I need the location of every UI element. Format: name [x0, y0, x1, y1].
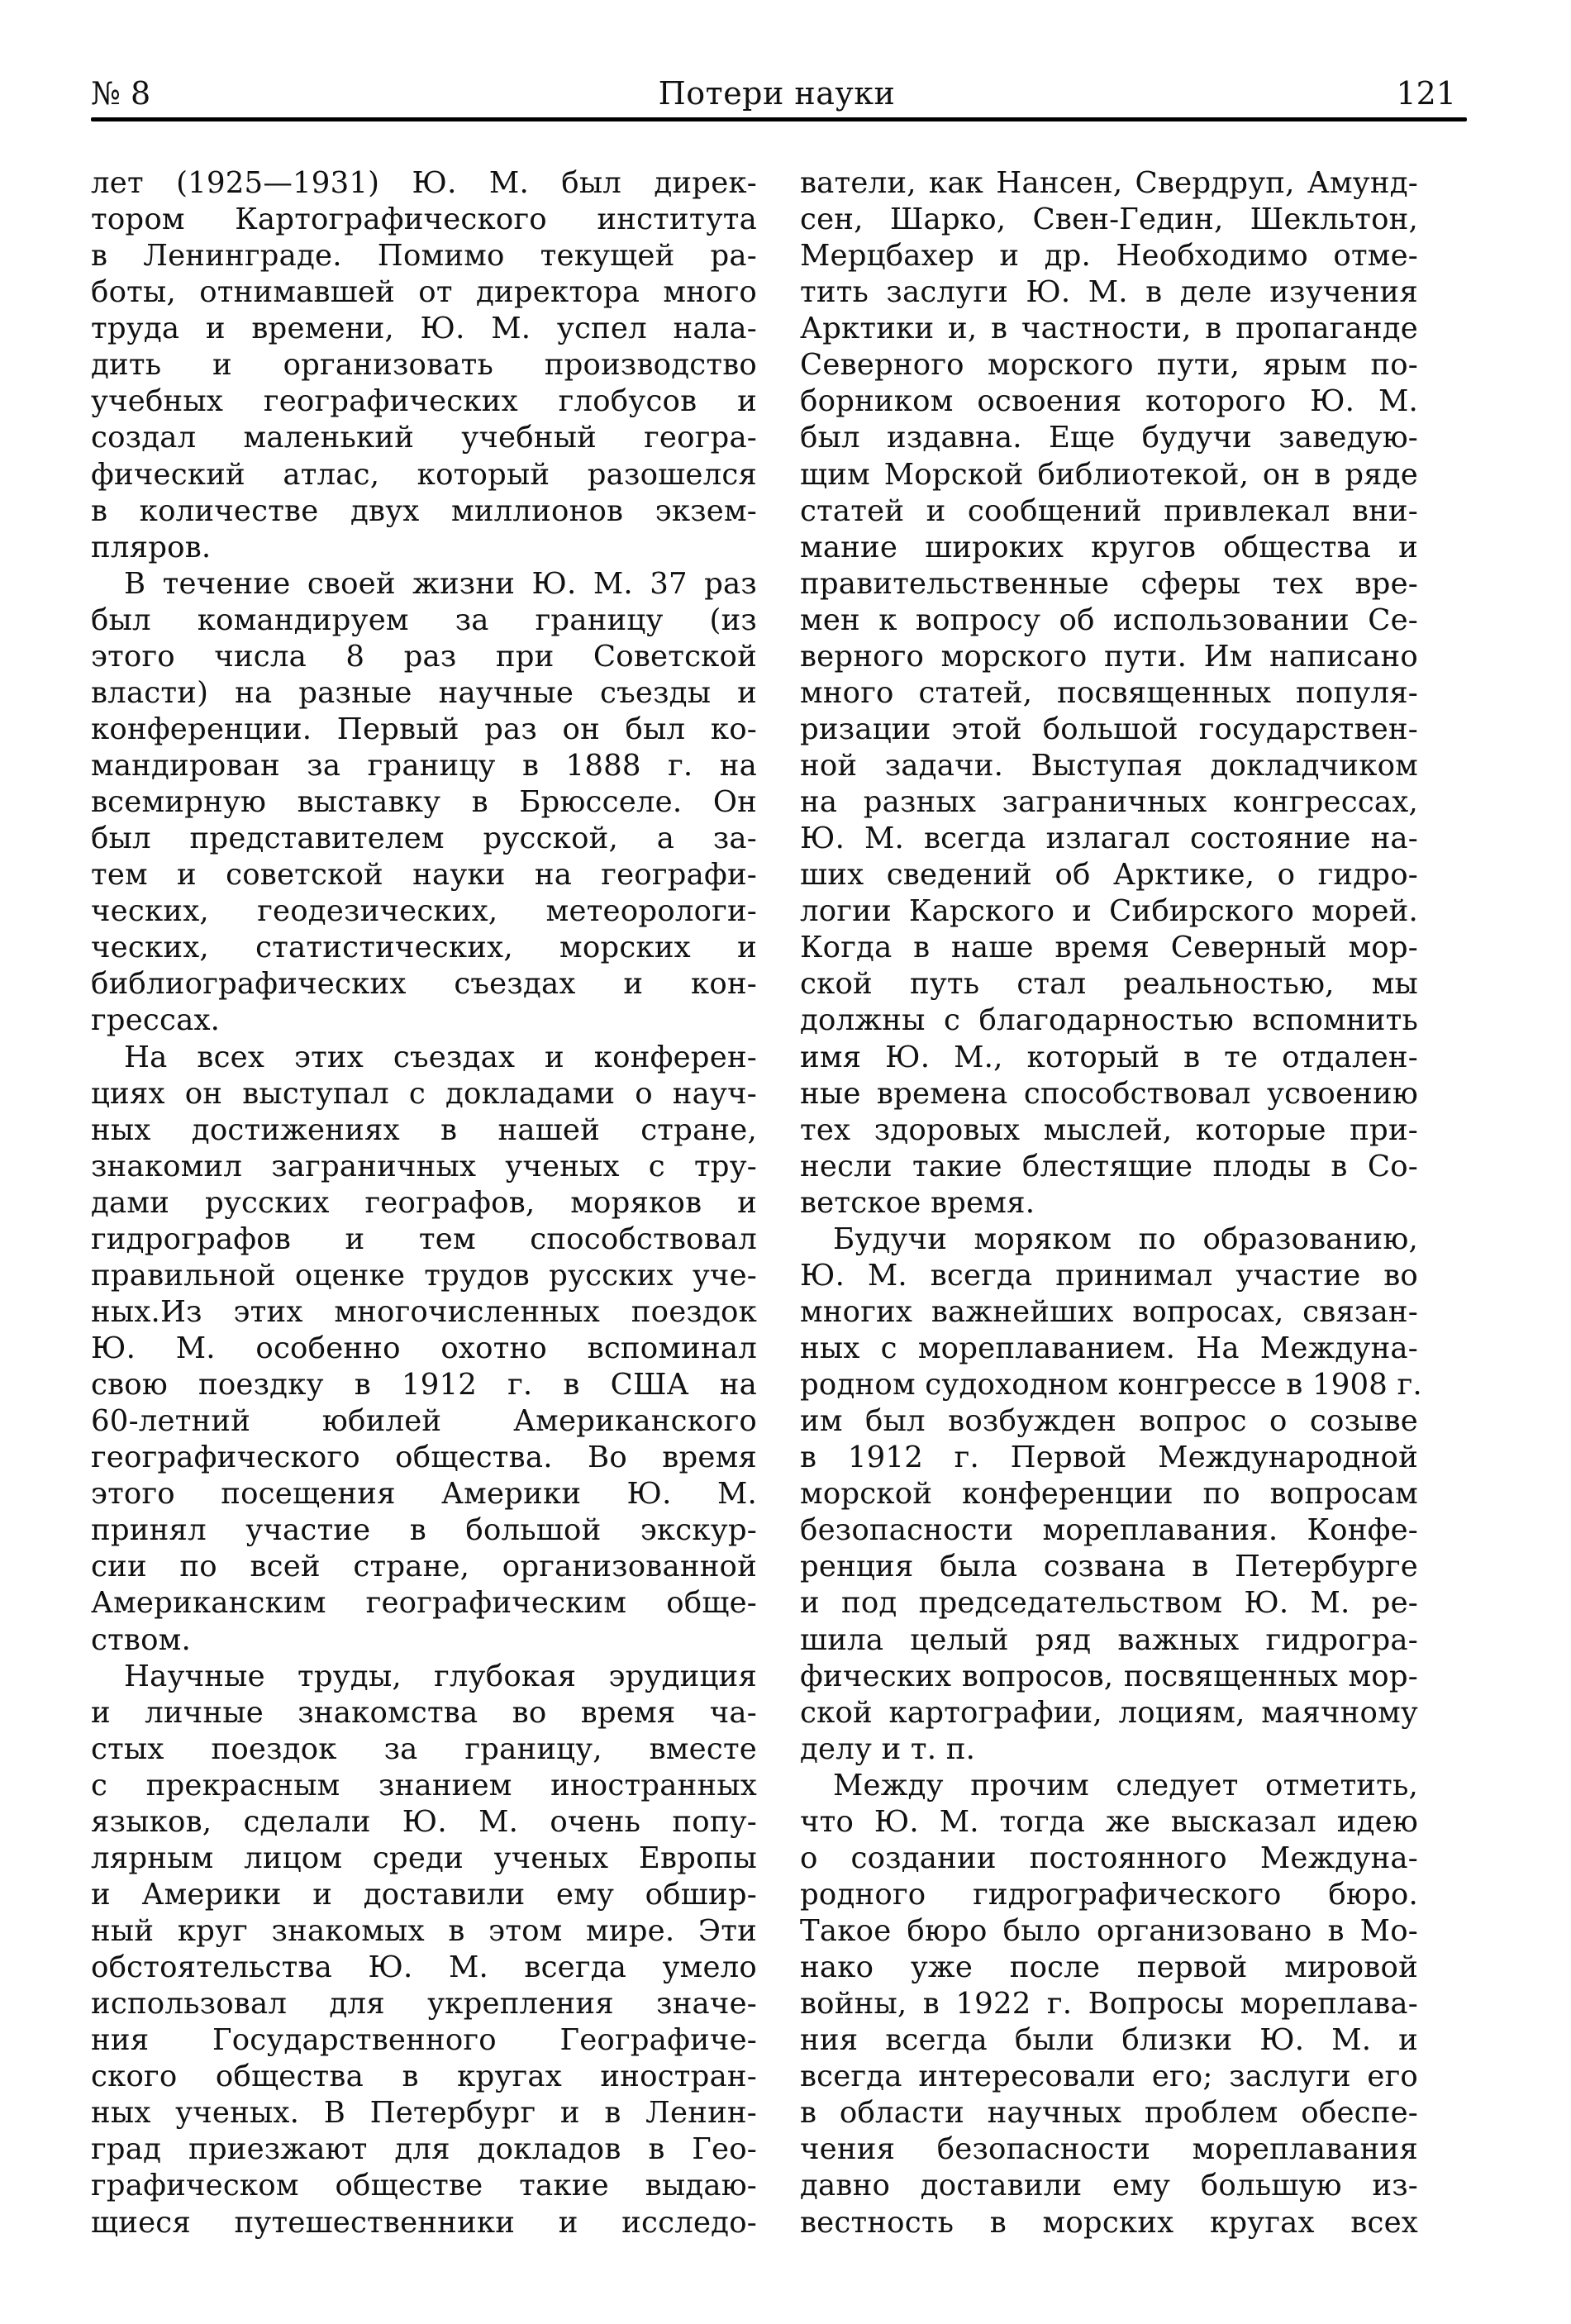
paragraph [91, 165, 757, 566]
text-line: сен, Шарко, Свен-Гедин, Шекльтон, [800, 202, 1418, 237]
text-line: Ю. М. особенно охотно вспоминал [91, 1331, 757, 1365]
text-line: статей и сообщений привлекал вни- [800, 493, 1418, 528]
text-line: шила целый ряд важных гидрогра- [800, 1622, 1418, 1657]
text-line: щиеся путешественники и исследо- [91, 2205, 757, 2240]
text-line: На всех этих съездах и конферен- [124, 1040, 757, 1074]
text-line: много статей, посвященных популя- [800, 675, 1418, 710]
text-line: Научные труды, глубокая эрудиция [124, 1659, 757, 1693]
text-line: ной задачи. Выступая докладчиком [800, 749, 1418, 783]
text-line: с прекрасным знанием иностранных [91, 1768, 757, 1803]
text-line: тором Картографического института [91, 202, 757, 237]
text-line: Ю. М. всегда принимал участие во [800, 1258, 1418, 1293]
paragraph [91, 1040, 757, 1659]
section-title: Потери науки [658, 75, 896, 112]
text-line: ные времена способствовал усвоению [800, 1076, 1418, 1111]
text-line: ватели, как Нансен, Свердруп, Амунд- [800, 166, 1418, 200]
paragraph [800, 1768, 1418, 2241]
text-line: нако уже после первой мировой [800, 1950, 1418, 1985]
text-line: грессах. [91, 1003, 221, 1038]
text-line: власти) на разные научные съезды и [91, 675, 757, 710]
text-line: многих важнейших вопросах, связан- [800, 1294, 1418, 1329]
text-line: Когда в наше время Северный мор- [800, 931, 1418, 965]
text-line: морской конференции по вопросам [800, 1477, 1418, 1512]
page-number: 121 [1396, 75, 1456, 112]
text-line: родном судоходном конгрессе в 1908 г. [800, 1368, 1422, 1402]
text-line: ных.Из этих многочисленных поездок [91, 1294, 757, 1329]
text-line: пляров. [91, 530, 212, 564]
text-line: гидрографов и тем способствовал [91, 1222, 757, 1256]
text-line: ческих, статистических, морских и [91, 931, 757, 965]
text-line: языков, сделали Ю. М. очень попу- [91, 1804, 757, 1839]
text-line: боты, отнимавшей от директора много [91, 275, 757, 310]
text-line: борником освоения которого Ю. М. [800, 384, 1418, 419]
text-line: правильной оценке трудов русских уче- [91, 1258, 757, 1293]
text-line: ской путь стал реальностью, мы [800, 967, 1418, 1002]
text-line: мание широких кругов общества и [800, 530, 1418, 564]
text-line: ных с мореплаванием. На Междуна- [800, 1331, 1418, 1365]
left-column [91, 165, 757, 2241]
text-line: создал маленький учебный геогра- [91, 421, 757, 455]
text-line: град приезжают для докладов в Гео- [91, 2132, 757, 2167]
text-line: дить и организовать производство [91, 348, 757, 383]
text-line: безопасности мореплавания. Конфе- [800, 1513, 1418, 1548]
text-line: фический атлас, который разошелся [91, 457, 757, 492]
text-line: ния всегда были близки Ю. М. и [800, 2023, 1418, 2058]
text-line: несли такие блестящие плоды в Со- [800, 1149, 1418, 1183]
text-line: ского общества в кругах иностран- [91, 2060, 757, 2094]
text-line: конференции. Первый раз он был ко- [91, 712, 757, 746]
text-line: библиографических съездах и кон- [91, 967, 757, 1002]
text-line: ризации этой большой государствен- [800, 712, 1418, 746]
text-line: сии по всей стране, организованной [91, 1550, 757, 1584]
text-line: ния Государственного Географиче- [91, 2023, 757, 2058]
text-line: что Ю. М. тогда же высказал идею [800, 1804, 1418, 1839]
text-line: Арктики и, в частности, в пропаганде [800, 312, 1418, 346]
text-line: щим Морской библиотекой, он в ряде [800, 457, 1418, 492]
text-line: Будучи моряком по образованию, [833, 1222, 1418, 1256]
text-line: дами русских географов, моряков и [91, 1185, 757, 1220]
text-line: в Ленинграде. Помимо текущей ра- [91, 239, 757, 274]
text-line: мандирован за границу в 1888 г. на [91, 749, 757, 783]
text-line: был издавна. Еще будучи заведую- [800, 421, 1418, 455]
paragraph [800, 165, 1418, 1222]
text-line: имя Ю. М., который в те отдален- [800, 1040, 1418, 1074]
text-line: лярным лицом среди ученых Европы [91, 1841, 757, 1875]
text-line: ных ученых. В Петербург и в Ленин- [91, 2096, 757, 2131]
text-line: на разных заграничных конгрессах, [800, 785, 1418, 820]
text-line: был командируем за границу (из [91, 602, 757, 637]
text-line: Такое бюро было организовано в Мо- [800, 1914, 1418, 1948]
text-line: географического общества. Во время [91, 1441, 757, 1475]
paragraph [91, 1659, 757, 2241]
text-line: циях он выступал с докладами о науч- [91, 1076, 757, 1111]
text-line: мен к вопросу об использовании Се- [800, 602, 1418, 637]
text-line: Мерцбахер и др. Необходимо отме- [800, 239, 1418, 274]
text-line: тем и советской науки на географи- [91, 858, 757, 893]
text-line: Между прочим следует отметить, [833, 1768, 1418, 1803]
header-rule [91, 117, 1467, 121]
text-line: всегда интересовали его; заслуги его [800, 2060, 1418, 2094]
text-line: графическом обществе такие выдаю- [91, 2169, 757, 2203]
text-line: ный круг знакомых в этом мире. Эти [91, 1914, 757, 1948]
text-line: обстоятельства Ю. М. всегда умело [91, 1950, 757, 1985]
text-line: свою поездку в 1912 г. в США на [91, 1368, 757, 1402]
text-line: ческих, геодезических, метеорологи- [91, 894, 757, 929]
text-line: использовал для укрепления значе- [91, 1987, 757, 2022]
text-line: фических вопросов, посвященных мор- [800, 1659, 1418, 1693]
text-line: вестность в морских кругах всех [800, 2205, 1418, 2240]
text-line: этого посещения Америки Ю. М. [91, 1477, 757, 1512]
text-line: в 1912 г. Первой Международной [800, 1441, 1418, 1475]
text-line: учебных географических глобусов и [91, 384, 757, 419]
text-line: ренция была созвана в Петербурге [800, 1550, 1418, 1584]
text-line: ших сведений об Арктике, о гидро- [800, 858, 1418, 893]
text-line: ветское время. [800, 1185, 1035, 1220]
text-line: был представителем русской, а за- [91, 821, 757, 856]
text-line: правительственные сферы тех вре- [800, 566, 1418, 601]
text-line: верного морского пути. Им написано [800, 639, 1418, 674]
text-line: стых поездок за границу, вместе [91, 1731, 757, 1766]
text-line: и Америки и доставили ему обшир- [91, 1877, 757, 1912]
paragraph [91, 566, 757, 1040]
text-line: родного гидрографического бюро. [800, 1877, 1418, 1912]
text-line: ской картографии, лоциям, маячному [800, 1695, 1418, 1730]
text-line: принял участие в большой экскур- [91, 1513, 757, 1548]
text-line: труда и времени, Ю. М. успел нала- [91, 312, 757, 346]
text-line: войны, в 1922 г. Вопросы мореплава- [800, 1987, 1418, 2022]
text-line: в количестве двух миллионов экзем- [91, 493, 757, 528]
text-line: лет (1925—1931) Ю. М. был дирек- [91, 166, 757, 200]
paragraph [800, 1222, 1422, 1768]
text-line: и под председательством Ю. М. ре- [800, 1586, 1418, 1621]
text-line: Ю. М. всегда излагал состояние на- [800, 821, 1418, 856]
text-line: В течение своей жизни Ю. М. 37 раз [124, 566, 757, 601]
text-line: давно доставили ему большую из- [800, 2169, 1418, 2203]
text-line: ных достижениях в нашей стране, [91, 1112, 757, 1147]
text-line: тех здоровых мыслей, которые при- [800, 1112, 1418, 1147]
text-line: о создании постоянного Междуна- [800, 1841, 1418, 1875]
text-line: логии Карского и Сибирского морей. [800, 894, 1418, 929]
text-line: всемирную выставку в Брюсселе. Он [91, 785, 757, 820]
text-line: Американским географическим обще- [91, 1586, 757, 1621]
text-line: Северного морского пути, ярым по- [800, 348, 1418, 383]
text-line: ством. [91, 1622, 191, 1657]
text-line: чения безопасности мореплавания [800, 2132, 1418, 2167]
text-line: и личные знакомства во время ча- [91, 1695, 757, 1730]
text-line: этого числа 8 раз при Советской [91, 639, 757, 674]
text-line: знакомил заграничных ученых с тру- [91, 1149, 757, 1183]
text-line: им был возбужден вопрос о созыве [800, 1404, 1418, 1439]
text-line: в области научных проблем обеспе- [800, 2096, 1418, 2131]
issue-number: № 8 [91, 75, 151, 112]
text-line: должны с благодарностью вспомнить [800, 1003, 1418, 1038]
text-line: тить заслуги Ю. М. в деле изучения [800, 275, 1418, 310]
text-line: 60-летний юбилей Американского [91, 1404, 757, 1439]
running-header [91, 73, 1463, 114]
text-line: делу и т. п. [800, 1731, 976, 1766]
right-column [800, 165, 1422, 2241]
